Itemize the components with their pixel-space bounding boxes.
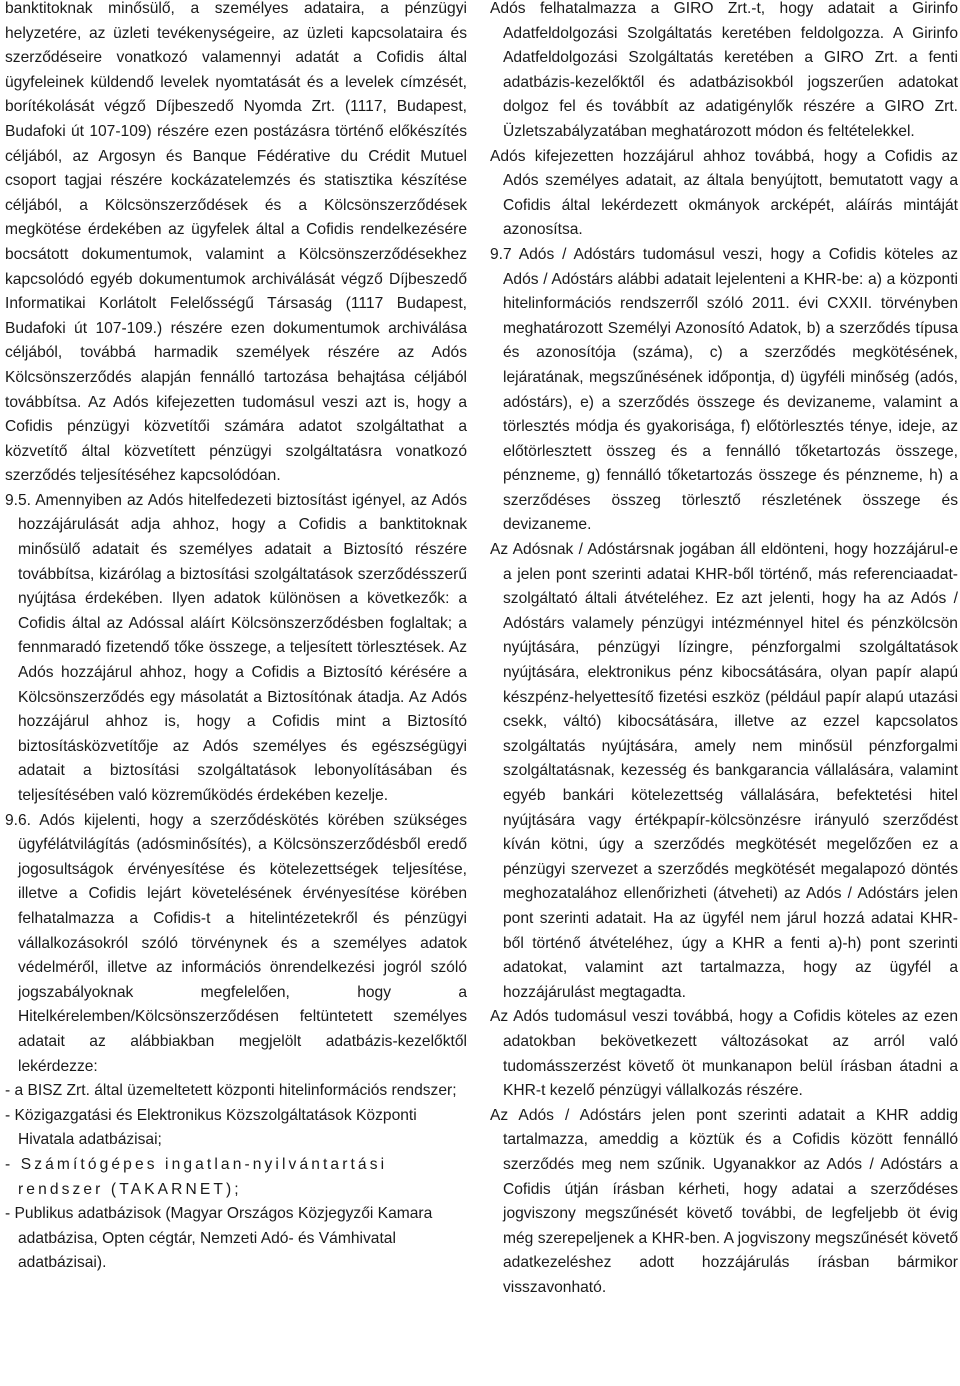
paragraph-khr-consent: Az Adósnak / Adóstársnak jogában áll eldönteni, hogy hozzájárul-e a jelen pont szerinti adatai KHR-ből történő, más referenciaadat-szolgáltató általi átvételéhez. Ez azt jelenti, hogy ha az Adós / Adóstárs valamely pénzügyi intézménnyel hitel és pénzkölcsön nyújtására, pénzügyi lízingre, pénzforgalmi szolgáltatások nyújtására, elektronikus pénz kibocsátására, olyan papír alapú készpénz-helyettesítő fizetési eszköz (például papír alapú utazási csekk, váltó) kibocsátására, illetve az ezzel kapcsolatos szolgáltatás nyújtására, amely nem minősül pénzforgalmi szolgáltatásnak, kezesség és bankgarancia vállalására, valamint egyéb bankári kötelezettség vállalására, befektetési hitel nyújtására vagy értékpapír-kölcsönzésre irányuló szerződést kíván kötni, úgy a szerződés megkötését megelőzően ez a pénzügyi szervezet a szerződés megkötését megalapozó döntés meghozatalához ellenőrizheti (átveheti) az Adós / Adóstárs jelen pont szerinti adatait. Ha az ügyfél nem járul hozzá adatai KHR-ből történő átvételéhez, úgy a KHR a fenti a)-h) pont szerinti adatokat, valamint azt tartalmazza, hogy az ügyfél a hozzájárulást megtagadta.: [490, 541, 958, 1001]
paragraph-khr-retention: Az Adós / Adóstárs jelen pont szerinti adatait a KHR addig tartalmazza, ameddig a köztük és a Cofidis között fennálló szerződés meg nem szűnik. Ugyanakkor az Adós / Adóstárs a Cofidis útján írásban kérheti, hogy adatai a szerződéses jogviszony megszűnését követő további, de legfeljebb öt évig még szerepeljenek a KHR-ben. A jogviszony megszűnését követő adatkezeléshez adott hozzájárulás írásban bármikor visszavonható.: [490, 1106, 958, 1296]
paragraph-khr-changes: Az Adós tudomásul veszi továbbá, hogy a Cofidis köteles az ezen adatokban bekövetkezett változásokat az arról való tudomásszerzést követő öt munkanapon belül írásban átadni a KHR-t kezelő pénzügyi vállalkozás részére.: [490, 1008, 958, 1100]
list-item-bisz: - a BISZ Zrt. által üzemeltetett központi hitelinformációs rendszer;: [5, 1082, 457, 1100]
paragraph-9-5: 9.5. Amennyiben az Adós hitelfedezeti biztosítást igényel, az Adós hozzájárulását adja ahhoz, hogy a Cofidis a banktitoknak minősülő adatait és személyes adatait a Biztosító részére továbbítsa, kizárólag a biztosítási szolgáltatások szerződésszerű nyújtása érdekében. Ilyen adatok különösen a következők: a Cofidis által az Adóssal aláírt Kölcsönszerződésben foglaltak; a fennmaradó fizetendő tőke összege, a teljesített törlesztések. Az Adós hozzájárul ahhoz, hogy a Cofidis a Biztosító kérésére a Kölcsönszerződés egy másolatát a Biztosítónak átadja. Az Adós hozzájárul ahhoz is, hogy a Cofidis mint a Biztosító biztosításközvetítője az Adós személyes és egészségügyi adatait a biztosítási szolgáltatások lebonyolításában és teljesítésében való közreműködés érdekében kezelje.: [5, 491, 467, 804]
list-item-public-databases: - Publikus adatbázisok (Magyar Országos Közjegyzői Kamara adatbázisa, Opten cégtár, Nemzeti Adó- és Vámhivatal adatbázisai).: [5, 1205, 433, 1272]
left-column: [5, 0, 467, 1276]
list-item-kekkh: - Közigazgatási és Elektronikus Közszolgáltatások Központi Hivatala adatbázisai;: [5, 1106, 417, 1149]
paragraph-giro: Adós felhatalmazza a GIRO Zrt.-t, hogy adatait a Girinfo Adatfeldolgozási Szolgáltatás keretében feldolgozza. A Girinfo Adatfeldolgozási Szolgáltatás keretében a GIRO Zrt. a fenti adatbázis-kezelőktől és adatbázisokból jogszerűen adatokat dolgoz fel és továbbít az adatigénylők részére a GIRO Zrt. Üzletszabályzatában meghatározott módon és feltételekkel.: [490, 0, 958, 140]
paragraph-9-7: 9.7 Adós / Adóstárs tudomásul veszi, hogy a Cofidis köteles az Adós / Adóstárs alábbi adatait lejelenteni a KHR-be: a) a központi hitelinformációs rendszerről szóló 2011. évi CXXII. törvényben meghatározott Személyi Azonosító Adatok, b) a szerződés típusa és azonosítója (száma), c) a szerződés megkötésének, lejáratának, megszűnésének időpontja, d) ügyféli minőség (adós, adóstárs), e) a szerződés összege és devizaneme, valamint a törlesztés módja és gyakorisága, f) előtörlesztés ténye, ideje, az előtörlesztett összeg és a fennálló tőketartozás összege, pénzneme, g) fennálló tőketartozás összege és pénzneme, h) a szerződéses összeg törlesztő részletének összege és devizaneme.: [490, 245, 958, 534]
paragraph-identification: Adós kifejezetten hozzájárul ahhoz továbbá, hogy a Cofidis az Adós személyes adatait, az általa benyújtott, bemutatott vagy a Cofidis által lekérdezett okmányok arcképét, aláírás mintáját azonosítsa.: [490, 147, 958, 239]
paragraph-9-6: 9.6. Adós kijelenti, hogy a szerződéskötés körében szükséges ügyfélátvilágítás (adósminősítés), a Kölcsönszerződésből eredő jogosultságok érvényesítése és kötelezettségek teljesítése, illetve a Cofidis lejárt követelésének érvényesítése körében felhatalmazza a Cofidis-t a hitelintézetekről és pénzügyi vállalkozásokról szóló törvénynek és a személyes adatok védelméről, illetve az információs önrendelkezési jogról szóló jogszabályoknak megfelelően, hogy a Hitelkérelemben/Kölcsönszerződésen feltüntetett személyes adatait az alábbiakban megjelölt adatbázis-kezelőktől lekérdezze:: [5, 811, 467, 1075]
right-column: [490, 0, 958, 1300]
list-item-takarnet: - Számítógépes ingatlan-nyilvántartási rendszer (TAKARNET);: [5, 1155, 388, 1198]
paragraph-data-transfer: banktitoknak minősülő, a személyes adataira, a pénzügyi helyzetére, az üzleti tevékenységeire, az üzleti kapcsolataira és szerződéseire vonatkozó valamennyi adatát a Cofidis által ügyfeleinek küldendő levelek nyomtatását és a levelek címzését, borítékolását végző Díjbeszedő Nyomda Zrt. (1117, Budapest, Budafoki út 107-109) részére ezen postázásra történő előkészítés céljából, az Argosyn és Banque Fédérative du Crédit Mutuel csoport tagjai részére kockázatelemzés és statisztika készítése céljából, a Kölcsönszerződések és a Kölcsönszerződések megkötése érdekében az ügyfelek által a Cofidis rendelkezésére bocsátott dokumentumok, valamint a Kölcsönszerződésekhez kapcsolódó egyéb dokumentumok archiválását végző Díjbeszedő Informatikai Korlátolt Felelősségű Társaság (1117 Budapest, Budafoki út 107-109.) részére ezen dokumentumok archiválása céljából, továbbá harmadik személyek részére az Adós Kölcsönszerződés alapján fennálló tartozása behajtása céljából továbbítsa. Az Adós kifejezetten tudomásul veszi azt is, hogy a Cofidis pénzügyi közvetítői számára adatot szolgáltathat a közvetítő által közvetített pénzügyi szolgáltatásra vonatkozó szerződés teljesítéséhez kapcsolódóan.: [5, 0, 467, 485]
